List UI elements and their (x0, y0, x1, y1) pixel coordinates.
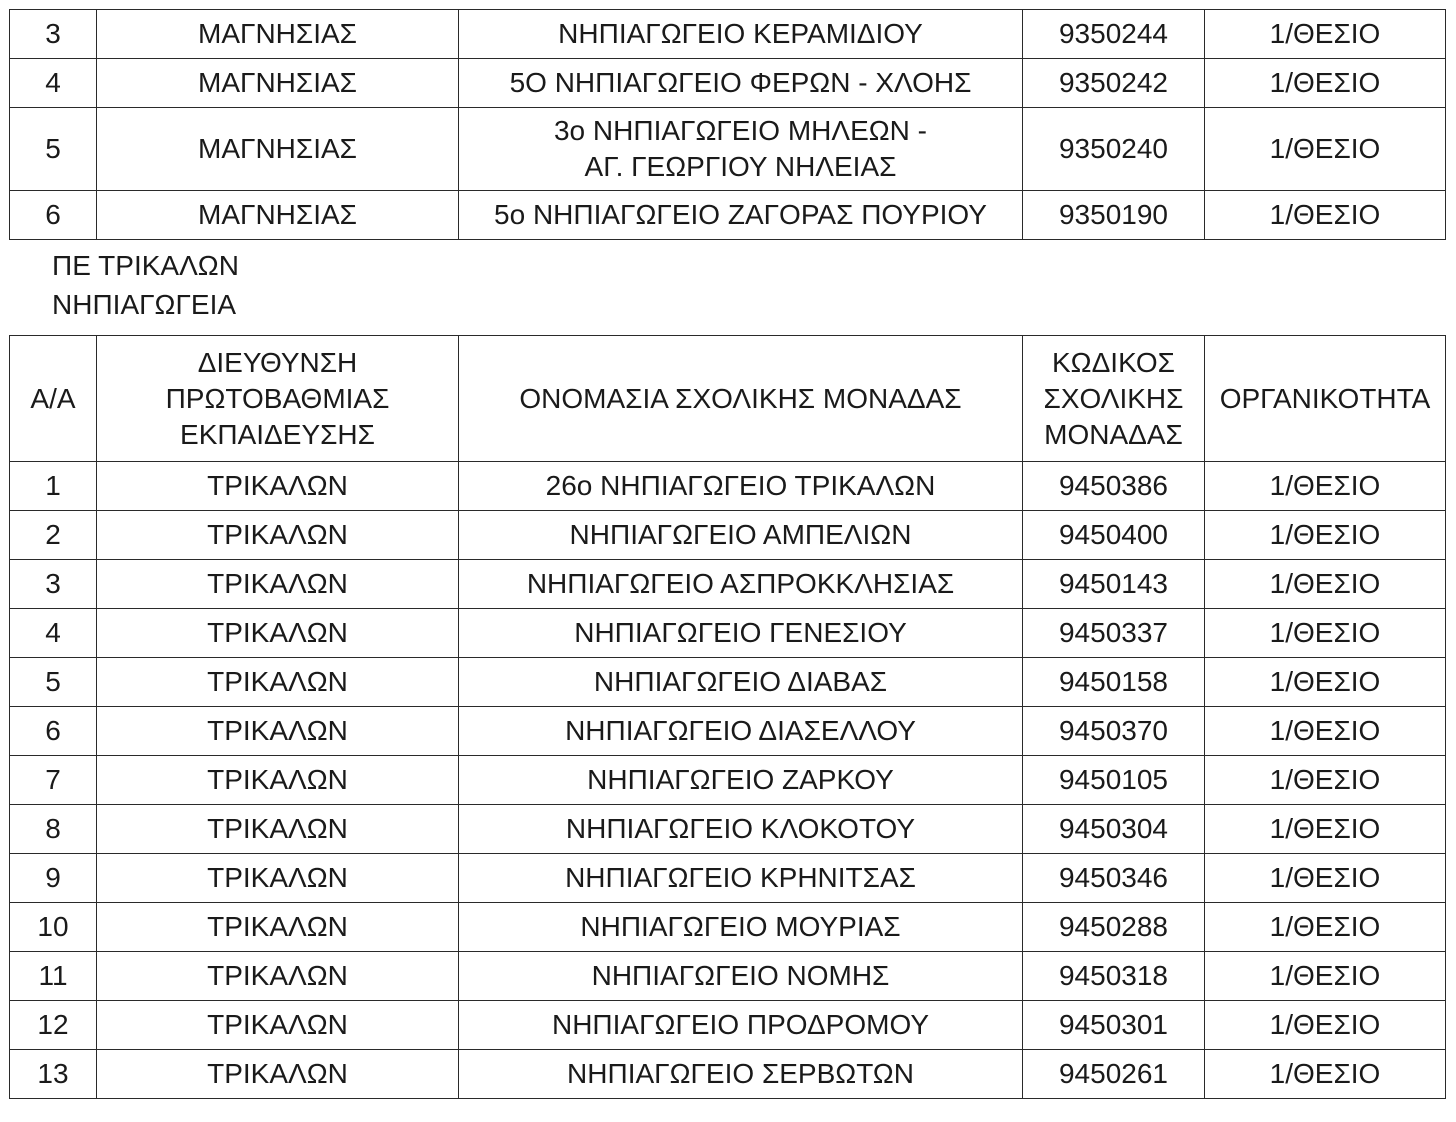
school-code: 9450143 (1023, 560, 1205, 609)
school-code: 9350244 (1023, 10, 1205, 59)
header-school-code (1023, 336, 1205, 462)
school-code: 9350240 (1023, 108, 1205, 191)
organic-positions: 1/ΘΕΣΙΟ (1205, 658, 1446, 707)
school-name: 5Ο ΝΗΠΙΑΓΩΓΕΙΟ ΦΕΡΩΝ - ΧΛΟΗΣ (459, 59, 1023, 108)
header-code-line-1: ΚΩΔΙΚΟΣ (1052, 346, 1175, 378)
education-direction: ΜΑΓΝΗΣΙΑΣ (97, 59, 459, 108)
table-row (10, 707, 1446, 756)
row-number: 5 (10, 658, 97, 707)
organic-positions: 1/ΘΕΣΙΟ (1205, 59, 1446, 108)
header-direction-line-2: ΠΡΩΤΟΒΑΘΜΙΑΣ (165, 382, 390, 414)
education-direction: ΤΡΙΚΑΛΩΝ (97, 511, 459, 560)
table-row (10, 462, 1446, 511)
education-direction: ΤΡΙΚΑΛΩΝ (97, 854, 459, 903)
table-header-row (10, 336, 1446, 462)
organic-positions: 1/ΘΕΣΙΟ (1205, 903, 1446, 952)
row-number: 5 (10, 108, 97, 191)
school-code: 9350242 (1023, 59, 1205, 108)
row-number: 8 (10, 805, 97, 854)
table-row (10, 903, 1446, 952)
education-direction: ΤΡΙΚΑΛΩΝ (97, 609, 459, 658)
organic-positions: 1/ΘΕΣΙΟ (1205, 10, 1446, 59)
school-code: 9450318 (1023, 952, 1205, 1001)
organic-positions: 1/ΘΕΣΙΟ (1205, 609, 1446, 658)
school-name-line-1: 3ο ΝΗΠΙΑΓΩΓΕΙΟ ΜΗΛΕΩΝ - (553, 115, 927, 146)
organic-positions: 1/ΘΕΣΙΟ (1205, 108, 1446, 191)
table-row (10, 10, 1446, 59)
school-name: ΝΗΠΙΑΓΩΓΕΙΟ ΠΡΟΔΡΟΜΟΥ (459, 1001, 1023, 1050)
education-direction: ΤΡΙΚΑΛΩΝ (97, 1001, 459, 1050)
trikala-schools-table (9, 335, 1446, 1099)
organic-positions: 1/ΘΕΣΙΟ (1205, 756, 1446, 805)
table-row (10, 805, 1446, 854)
row-number: 13 (10, 1050, 97, 1099)
header-aa: Α/Α (10, 336, 97, 462)
table-row (10, 756, 1446, 805)
school-name: 26ο ΝΗΠΙΑΓΩΓΕΙΟ ΤΡΙΚΑΛΩΝ (459, 462, 1023, 511)
row-number: 9 (10, 854, 97, 903)
row-number: 1 (10, 462, 97, 511)
header-direction (97, 336, 459, 462)
education-direction: ΜΑΓΝΗΣΙΑΣ (97, 108, 459, 191)
row-number: 3 (10, 10, 97, 59)
school-name: ΝΗΠΙΑΓΩΓΕΙΟ ΝΟΜΗΣ (459, 952, 1023, 1001)
organic-positions: 1/ΘΕΣΙΟ (1205, 854, 1446, 903)
table-row (10, 191, 1446, 240)
school-code: 9450105 (1023, 756, 1205, 805)
magnesia-schools-table (9, 9, 1446, 240)
header-direction-line-3: ΕΚΠΑΙΔΕΥΣΗΣ (180, 418, 375, 450)
school-code: 9450304 (1023, 805, 1205, 854)
school-code: 9450346 (1023, 854, 1205, 903)
school-code: 9450386 (1023, 462, 1205, 511)
school-name: ΝΗΠΙΑΓΩΓΕΙΟ ΜΟΥΡΙΑΣ (459, 903, 1023, 952)
header-direction-line-1: ΔΙΕΥΘΥΝΣΗ (197, 346, 358, 378)
header-code-line-3: ΜΟΝΑΔΑΣ (1044, 418, 1183, 450)
school-name: ΝΗΠΙΑΓΩΓΕΙΟ ΑΜΠΕΛΙΩΝ (459, 511, 1023, 560)
table-row (10, 108, 1446, 191)
school-name: ΝΗΠΙΑΓΩΓΕΙΟ ΚΛΟΚΟΤΟΥ (459, 805, 1023, 854)
row-number: 6 (10, 707, 97, 756)
school-name: ΝΗΠΙΑΓΩΓΕΙΟ ΔΙΑΒΑΣ (459, 658, 1023, 707)
organic-positions: 1/ΘΕΣΙΟ (1205, 1050, 1446, 1099)
education-direction: ΜΑΓΝΗΣΙΑΣ (97, 191, 459, 240)
education-direction: ΤΡΙΚΑΛΩΝ (97, 658, 459, 707)
row-number: 4 (10, 59, 97, 108)
school-code: 9450400 (1023, 511, 1205, 560)
table-row (10, 952, 1446, 1001)
organic-positions: 1/ΘΕΣΙΟ (1205, 707, 1446, 756)
header-code-line-2: ΣΧΟΛΙΚΗΣ (1043, 382, 1184, 414)
table-row (10, 854, 1446, 903)
organic-positions: 1/ΘΕΣΙΟ (1205, 462, 1446, 511)
school-code: 9450288 (1023, 903, 1205, 952)
school-code: 9450337 (1023, 609, 1205, 658)
education-direction: ΤΡΙΚΑΛΩΝ (97, 462, 459, 511)
table-row (10, 59, 1446, 108)
row-number: 10 (10, 903, 97, 952)
education-direction: ΤΡΙΚΑΛΩΝ (97, 903, 459, 952)
organic-positions: 1/ΘΕΣΙΟ (1205, 1001, 1446, 1050)
table-row (10, 560, 1446, 609)
organic-positions: 1/ΘΕΣΙΟ (1205, 191, 1446, 240)
row-number: 12 (10, 1001, 97, 1050)
school-name: ΝΗΠΙΑΓΩΓΕΙΟ ΖΑΡΚΟΥ (459, 756, 1023, 805)
school-name: ΝΗΠΙΑΓΩΓΕΙΟ ΚΕΡΑΜΙΔΙΟΥ (459, 10, 1023, 59)
row-number: 4 (10, 609, 97, 658)
education-direction: ΤΡΙΚΑΛΩΝ (97, 756, 459, 805)
table-row (10, 658, 1446, 707)
row-number: 3 (10, 560, 97, 609)
school-name-cell (459, 108, 1023, 191)
section-department-heading: ΠΕ ΤΡΙΚΑΛΩΝ (52, 250, 239, 281)
education-direction: ΤΡΙΚΑΛΩΝ (97, 1050, 459, 1099)
education-direction: ΤΡΙΚΑΛΩΝ (97, 952, 459, 1001)
school-code: 9450370 (1023, 707, 1205, 756)
section-school-type-heading: ΝΗΠΙΑΓΩΓΕΙΑ (52, 289, 237, 320)
school-name-line-2: ΑΓ. ΓΕΩΡΓΙΟΥ ΝΗΛΕΙΑΣ (584, 151, 897, 182)
school-name: 5ο ΝΗΠΙΑΓΩΓΕΙΟ ΖΑΓΟΡΑΣ ΠΟΥΡΙΟΥ (459, 191, 1023, 240)
education-direction: ΤΡΙΚΑΛΩΝ (97, 707, 459, 756)
row-number: 11 (10, 952, 97, 1001)
table-row (10, 511, 1446, 560)
organic-positions: 1/ΘΕΣΙΟ (1205, 560, 1446, 609)
school-name: ΝΗΠΙΑΓΩΓΕΙΟ ΣΕΡΒΩΤΩΝ (459, 1050, 1023, 1099)
table-row (10, 1050, 1446, 1099)
school-name: ΝΗΠΙΑΓΩΓΕΙΟ ΑΣΠΡΟΚΚΛΗΣΙΑΣ (459, 560, 1023, 609)
organic-positions: 1/ΘΕΣΙΟ (1205, 952, 1446, 1001)
table-row (10, 1001, 1446, 1050)
table-row (10, 609, 1446, 658)
education-direction: ΜΑΓΝΗΣΙΑΣ (97, 10, 459, 59)
school-code: 9450261 (1023, 1050, 1205, 1099)
row-number: 7 (10, 756, 97, 805)
school-name: ΝΗΠΙΑΓΩΓΕΙΟ ΔΙΑΣΕΛΛΟΥ (459, 707, 1023, 756)
header-organic: ΟΡΓΑΝΙΚΟΤΗΤΑ (1205, 336, 1446, 462)
school-name: ΝΗΠΙΑΓΩΓΕΙΟ ΚΡΗΝΙΤΣΑΣ (459, 854, 1023, 903)
header-school-name: ΟΝΟΜΑΣΙΑ ΣΧΟΛΙΚΗΣ ΜΟΝΑΔΑΣ (459, 336, 1023, 462)
row-number: 6 (10, 191, 97, 240)
organic-positions: 1/ΘΕΣΙΟ (1205, 805, 1446, 854)
education-direction: ΤΡΙΚΑΛΩΝ (97, 805, 459, 854)
education-direction: ΤΡΙΚΑΛΩΝ (97, 560, 459, 609)
school-name: ΝΗΠΙΑΓΩΓΕΙΟ ΓΕΝΕΣΙΟΥ (459, 609, 1023, 658)
school-code: 9350190 (1023, 191, 1205, 240)
organic-positions: 1/ΘΕΣΙΟ (1205, 511, 1446, 560)
row-number: 2 (10, 511, 97, 560)
school-code: 9450158 (1023, 658, 1205, 707)
school-code: 9450301 (1023, 1001, 1205, 1050)
